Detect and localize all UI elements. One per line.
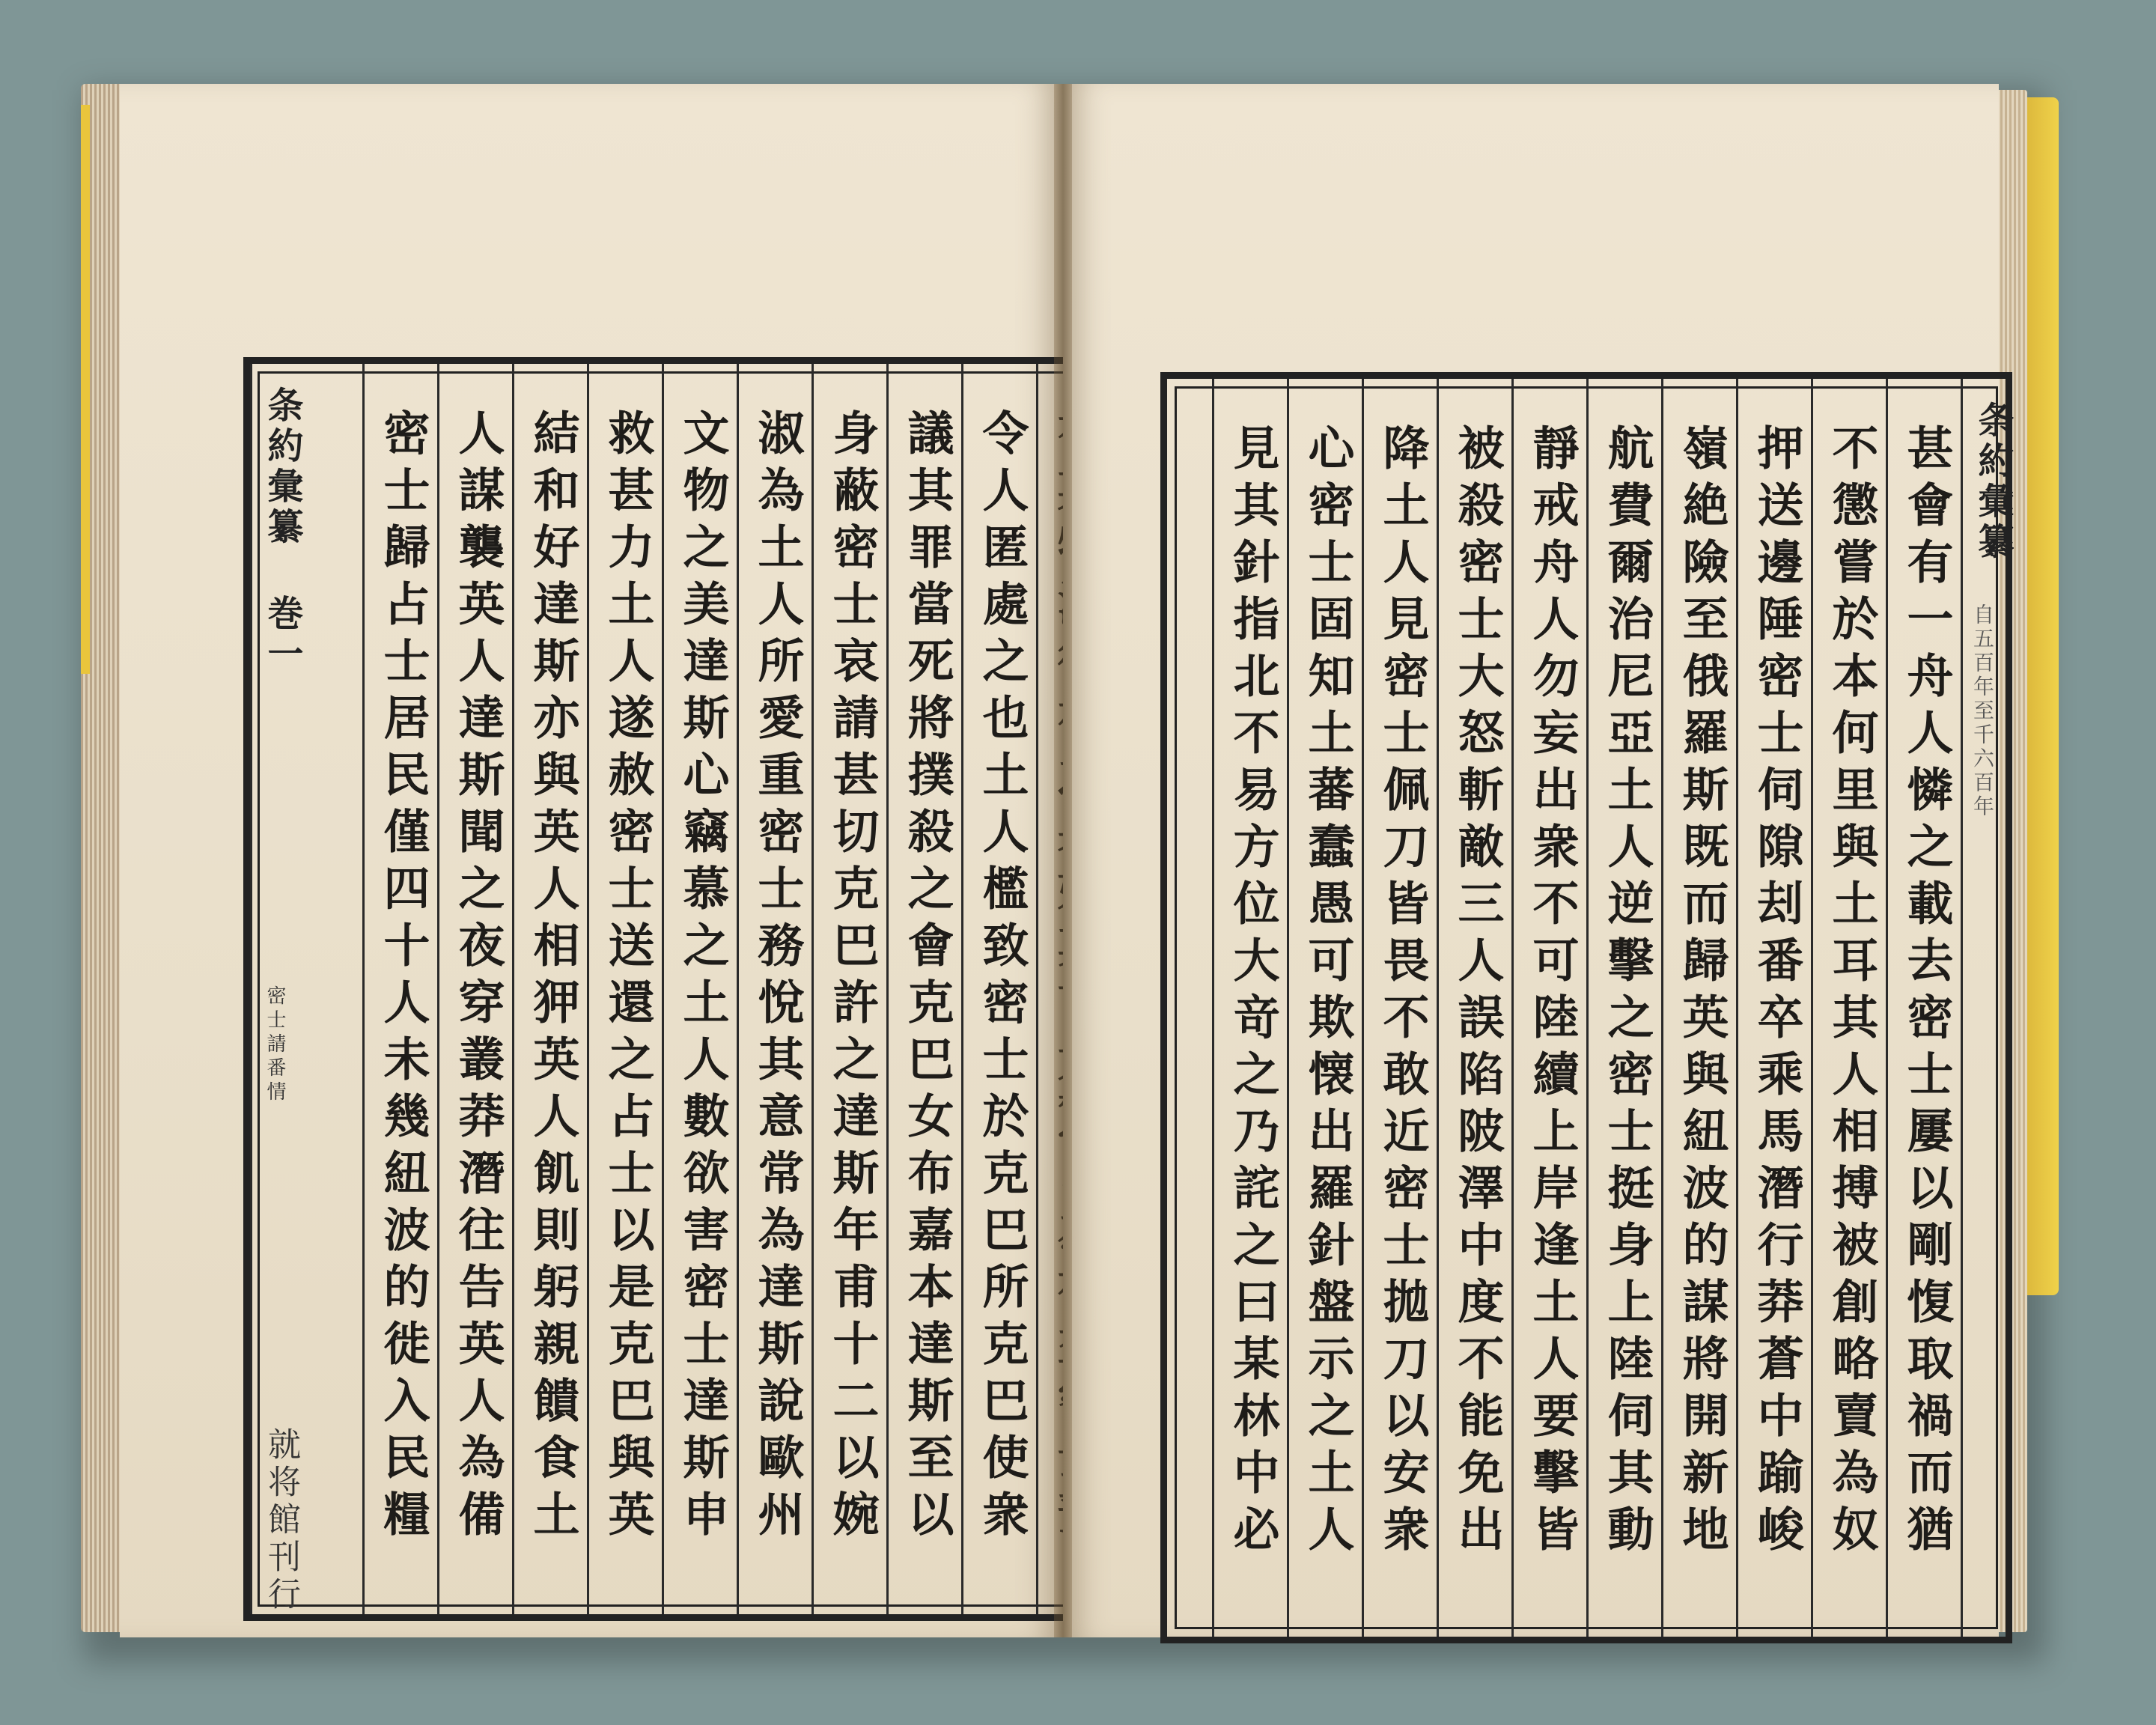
text-column (662, 364, 738, 1614)
right-margin-title: 条約彙纂 (1972, 401, 2014, 563)
text-column (362, 364, 439, 1614)
column-text: 降土人見密士佩刀皆畏不敢近密士拋刀以安衆 (1375, 424, 1430, 1562)
text-column (437, 364, 514, 1614)
text-column (961, 364, 1038, 1614)
column-text: 議其罪當死將撲殺之會克巴女布嘉本達斯至以 (900, 409, 954, 1547)
book-gutter (1054, 84, 1072, 1637)
column-text: 靜戒舟人勿妄出衆不可陸續上岸逢土人要擊皆 (1525, 424, 1580, 1562)
text-column (1736, 379, 1812, 1637)
column-text: 嶺絶險至俄羅斯既而歸英與紐波的謀將開新地 (1675, 424, 1729, 1562)
text-column (587, 364, 663, 1614)
column-text: 淑為土人所愛重密士務悅其意常為達斯說歐州 (750, 409, 805, 1547)
left-margin-subtitle: 密士請番情 (264, 985, 286, 1105)
column-text: 心密士固知土蕃蠢愚可欺懐出羅針盤示之土人 (1300, 424, 1355, 1562)
column-text: 結和好達斯亦與英人相狎英人飢則躬親饋食土 (526, 409, 580, 1547)
text-column (1511, 379, 1588, 1637)
right-page (1063, 84, 2014, 1637)
text-column (1586, 379, 1663, 1637)
right-margin-note: 自五百年至千六百年 (1970, 603, 1995, 819)
column-text: 押送邊陲密士伺隙刦番卒乘馬潛行莽蒼中踰峻 (1750, 424, 1804, 1562)
column-text: 不懲嘗於本何里與土耳其人相搏被創略賣為奴 (1824, 424, 1879, 1562)
column-text: 甚會有一舟人憐之載去密士屢以剛愎取禍而猶 (1899, 424, 1954, 1562)
left-cover-edge (81, 105, 90, 674)
column-text: 見其針指北不易方位大竒之乃詫之曰某林中必 (1225, 424, 1280, 1562)
text-column (811, 364, 888, 1614)
column-text: 令人匿處之也土人檻致密士於克巴所克巴使衆 (975, 409, 1029, 1547)
text-column (512, 364, 588, 1614)
text-column (1287, 379, 1363, 1637)
text-column (886, 364, 963, 1614)
column-text: 身蔽密士哀請甚切克巴許之達斯年甫十二以婉 (825, 409, 880, 1547)
left-margin-column (250, 364, 303, 1614)
column-text: 密士歸占士居民僅四十人未幾紐波的徙入民糧 (376, 409, 430, 1547)
text-column (1661, 379, 1738, 1637)
text-column (1437, 379, 1513, 1637)
column-text: 航費爾治尼亞土人逆擊之密士挺身上陸伺其動 (1600, 424, 1654, 1562)
column-text: 被殺密士大怒斬敵三人誤陷陂澤中度不能免出 (1450, 424, 1505, 1562)
right-margin-column (1961, 379, 2014, 1637)
column-text: 救甚力土人遂赦密士送還之占士以是克巴與英 (600, 409, 655, 1547)
text-column (737, 364, 813, 1614)
text-column (1212, 379, 1288, 1637)
column-text: 人謀襲英人達斯聞之夜穿叢莽潛往告英人為備 (451, 409, 505, 1547)
left-page (120, 84, 1063, 1637)
left-text-frame (243, 357, 1121, 1621)
publisher-imprint: 就将館刊行 (262, 1427, 300, 1614)
text-column (1886, 379, 1962, 1637)
text-column (1362, 379, 1438, 1637)
text-column (1811, 379, 1887, 1637)
left-margin-title: 条約彙纂 巻一 (261, 386, 303, 675)
column-text: 文物之美達斯心竊慕之土人數欲害密士達斯申 (675, 409, 730, 1547)
right-text-frame (1160, 372, 2012, 1643)
